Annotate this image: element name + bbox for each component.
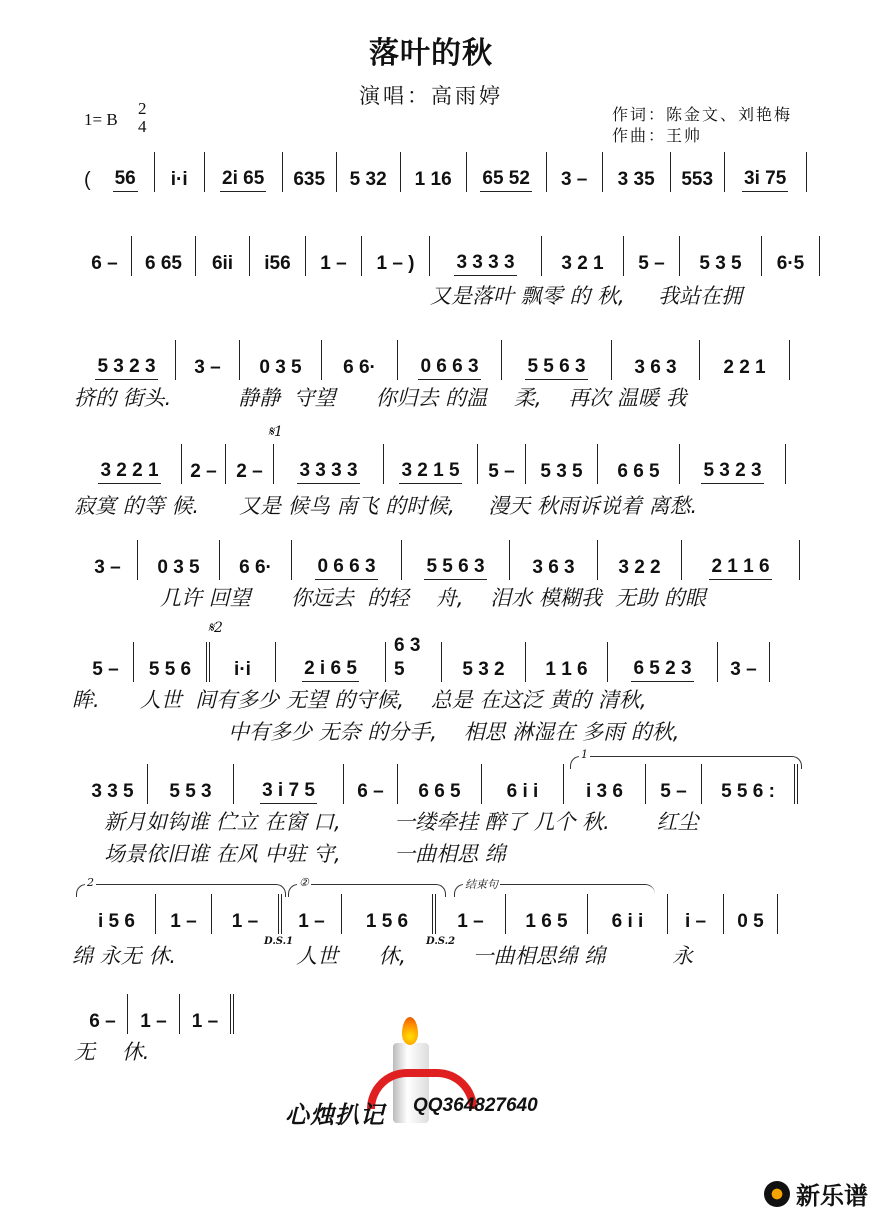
watermark bbox=[285, 1015, 585, 1135]
measure: 2i 65 bbox=[205, 152, 283, 192]
measure: i·i bbox=[210, 642, 276, 682]
measure: 3 6 3 bbox=[612, 340, 700, 380]
measure: 1 16 bbox=[401, 152, 467, 192]
ds1-marker: D.S.1 bbox=[264, 936, 294, 947]
measure: 1 6 5 bbox=[506, 894, 588, 934]
measure: 5 5 6 3 bbox=[502, 340, 612, 380]
measure: 0 6 6 3 bbox=[398, 340, 502, 380]
measure: 5 3 2 bbox=[442, 642, 526, 682]
measure: 1 – ) bbox=[362, 236, 430, 276]
measure: 6 i i bbox=[588, 894, 668, 934]
measure: 3 3 3 3 bbox=[430, 236, 542, 276]
measure: 0 5 bbox=[724, 894, 778, 934]
measure: 3 i 7 5 bbox=[234, 764, 344, 804]
watermark-text: 心烛扒记 bbox=[285, 1102, 385, 1129]
measure: 2 1 1 6 bbox=[682, 540, 800, 580]
credits bbox=[612, 104, 792, 146]
ending-bracket: 结束句 bbox=[454, 884, 655, 897]
composer: 作曲：王帅 bbox=[612, 126, 703, 145]
flame-icon bbox=[402, 1017, 418, 1045]
measure: 1 5 6 bbox=[342, 894, 436, 934]
watermark-qq: QQ364827640 bbox=[413, 1095, 538, 1116]
score-row-6 bbox=[78, 635, 770, 682]
measure: 5 – bbox=[478, 444, 526, 484]
measure: 2 i 6 5 bbox=[276, 642, 386, 682]
score-row-5 bbox=[78, 540, 800, 580]
lyric-line: 几许 回望 你远去 的轻 舟, 泪水 模糊我 无助 的眼 bbox=[160, 586, 706, 610]
measure: 1 – bbox=[282, 894, 342, 934]
score-row-4 bbox=[78, 444, 786, 484]
lyric-line-1: 新月如钩谁 伫立 在窗 口, 一缕牵挂 醉了 几个 秋. 红尘 bbox=[104, 810, 699, 834]
measure: 65 52 bbox=[467, 152, 547, 192]
measure: 5 – bbox=[78, 642, 134, 682]
measure: 2 2 1 bbox=[700, 340, 790, 380]
song-title: 落叶的秋 bbox=[369, 36, 493, 71]
measure: 5 – bbox=[624, 236, 680, 276]
measure: 56 bbox=[97, 152, 155, 192]
vinyl-disc-icon bbox=[764, 1181, 790, 1207]
measure: 1 – bbox=[436, 894, 506, 934]
score-row-2 bbox=[78, 236, 820, 276]
score-row-1 bbox=[84, 152, 807, 192]
lyric-line-1: 眸. 人世 间有多少 无望 的守候, 总是 在这泛 黄的 清秋, bbox=[72, 688, 647, 712]
lyric-line-2: 中有多少 无奈 的分手, 相思 淋湿在 多雨 的秋, bbox=[228, 720, 680, 744]
measure: 2 – bbox=[182, 444, 226, 484]
time-sig-top: 2 bbox=[138, 99, 147, 118]
measure: 5 5 6 3 bbox=[402, 540, 510, 580]
lyric-line: 又是落叶 飘零 的 秋, 我站在拥 bbox=[430, 284, 743, 308]
measure: 1 1 6 bbox=[526, 642, 608, 682]
measure: 5 – bbox=[646, 764, 702, 804]
measure: 6 65 bbox=[132, 236, 196, 276]
measure: 3 – bbox=[547, 152, 603, 192]
measure: 1 – bbox=[128, 994, 180, 1034]
measure: 5 5 6 : bbox=[702, 764, 798, 804]
measure: 6 6 5 bbox=[598, 444, 680, 484]
brand-name: 新乐谱 bbox=[796, 1182, 868, 1210]
measure: 3 2 2 bbox=[598, 540, 682, 580]
open-paren: ( bbox=[84, 169, 91, 191]
segno-2-icon: 𝄋2 bbox=[208, 620, 223, 636]
measure: 0 3 5 bbox=[138, 540, 220, 580]
measure: 3 – bbox=[176, 340, 240, 380]
volta-bracket-2: 2 bbox=[76, 884, 286, 897]
time-sig-bottom: 4 bbox=[138, 117, 147, 136]
measure: 6 – bbox=[78, 236, 132, 276]
segno-1-icon: 𝄋1 bbox=[268, 424, 283, 440]
measure: i 5 6 bbox=[78, 894, 156, 934]
ds2-marker: D.S.2 bbox=[426, 936, 456, 947]
measure: 6 6· bbox=[322, 340, 398, 380]
measure: 3 6 3 bbox=[510, 540, 598, 580]
measure: 6 – bbox=[78, 994, 128, 1034]
measure: 1 – bbox=[180, 994, 234, 1034]
measure: 1 – bbox=[212, 894, 282, 934]
lyric-line: 绵 永无 休. 人世 休, 一曲相思绵 绵 永 bbox=[72, 944, 694, 968]
measure: i 3 6 bbox=[564, 764, 646, 804]
lyric-line: 挤的 街头. 静静 守望 你归去 的温 柔, 再次 温暖 我 bbox=[74, 386, 687, 410]
lyric-line-2: 场景依旧谁 在风 中驻 守, 一曲相思 绵 bbox=[104, 842, 506, 866]
measure: 3 3 5 bbox=[78, 764, 148, 804]
measure: 3i 75 bbox=[725, 152, 807, 192]
measure: i – bbox=[668, 894, 724, 934]
measure: 5 3 5 bbox=[526, 444, 598, 484]
measure: 3 2 1 bbox=[542, 236, 624, 276]
measure: 5 3 2 3 bbox=[680, 444, 786, 484]
measure: 3 2 2 1 bbox=[78, 444, 182, 484]
measure: 635 bbox=[283, 152, 337, 192]
measure: 5 32 bbox=[337, 152, 401, 192]
volta-bracket-circled-2: ② bbox=[288, 884, 446, 897]
measure: 1 – bbox=[156, 894, 212, 934]
measure: 2 – bbox=[226, 444, 274, 484]
score-row-3 bbox=[78, 340, 790, 380]
lyric-line: 无 休. bbox=[74, 1040, 150, 1064]
measure: 6·5 bbox=[762, 236, 820, 276]
score-row-7 bbox=[78, 764, 798, 804]
measure: 5 5 6 bbox=[134, 642, 210, 682]
measure: 3 35 bbox=[603, 152, 671, 192]
measure: 6ii bbox=[196, 236, 250, 276]
measure: 5 3 2 3 bbox=[78, 340, 176, 380]
measure: 6 6· bbox=[220, 540, 292, 580]
lyric-line: 寂寞 的等 候. 又是 候鸟 南飞 的时候, 漫天 秋雨诉说着 离愁. bbox=[74, 494, 698, 518]
lyricist: 作词：陈金文、刘艳梅 bbox=[612, 105, 793, 124]
measure: 3 – bbox=[718, 642, 770, 682]
measure: 6 i i bbox=[482, 764, 564, 804]
measure: 0 6 6 3 bbox=[292, 540, 402, 580]
measure: 5 3 5 bbox=[680, 236, 762, 276]
measure: 5 5 3 bbox=[148, 764, 234, 804]
measure: 3 2 1 5 bbox=[384, 444, 478, 484]
measure: 6 5 2 3 bbox=[608, 642, 718, 682]
measure: 6 6 5 bbox=[398, 764, 482, 804]
measure: 3 – bbox=[78, 540, 138, 580]
time-signature bbox=[138, 100, 147, 136]
measure: 1 – bbox=[306, 236, 362, 276]
key-signature: 1= B bbox=[84, 110, 118, 129]
singer-credit: 演唱：高雨婷 bbox=[359, 84, 503, 108]
score-row-9 bbox=[78, 994, 234, 1034]
measure: 6 3 5 bbox=[386, 642, 442, 682]
score-row-8 bbox=[78, 894, 778, 934]
measure: 0 3 5 bbox=[240, 340, 322, 380]
measure: i·i bbox=[155, 152, 205, 192]
volta-bracket-1: 1 bbox=[570, 756, 802, 769]
brand-logo[interactable] bbox=[764, 1176, 868, 1211]
measure: 6 – bbox=[344, 764, 398, 804]
measure: 3 3 3 3 bbox=[274, 444, 384, 484]
measure: 553 bbox=[671, 152, 725, 192]
measure: i56 bbox=[250, 236, 306, 276]
